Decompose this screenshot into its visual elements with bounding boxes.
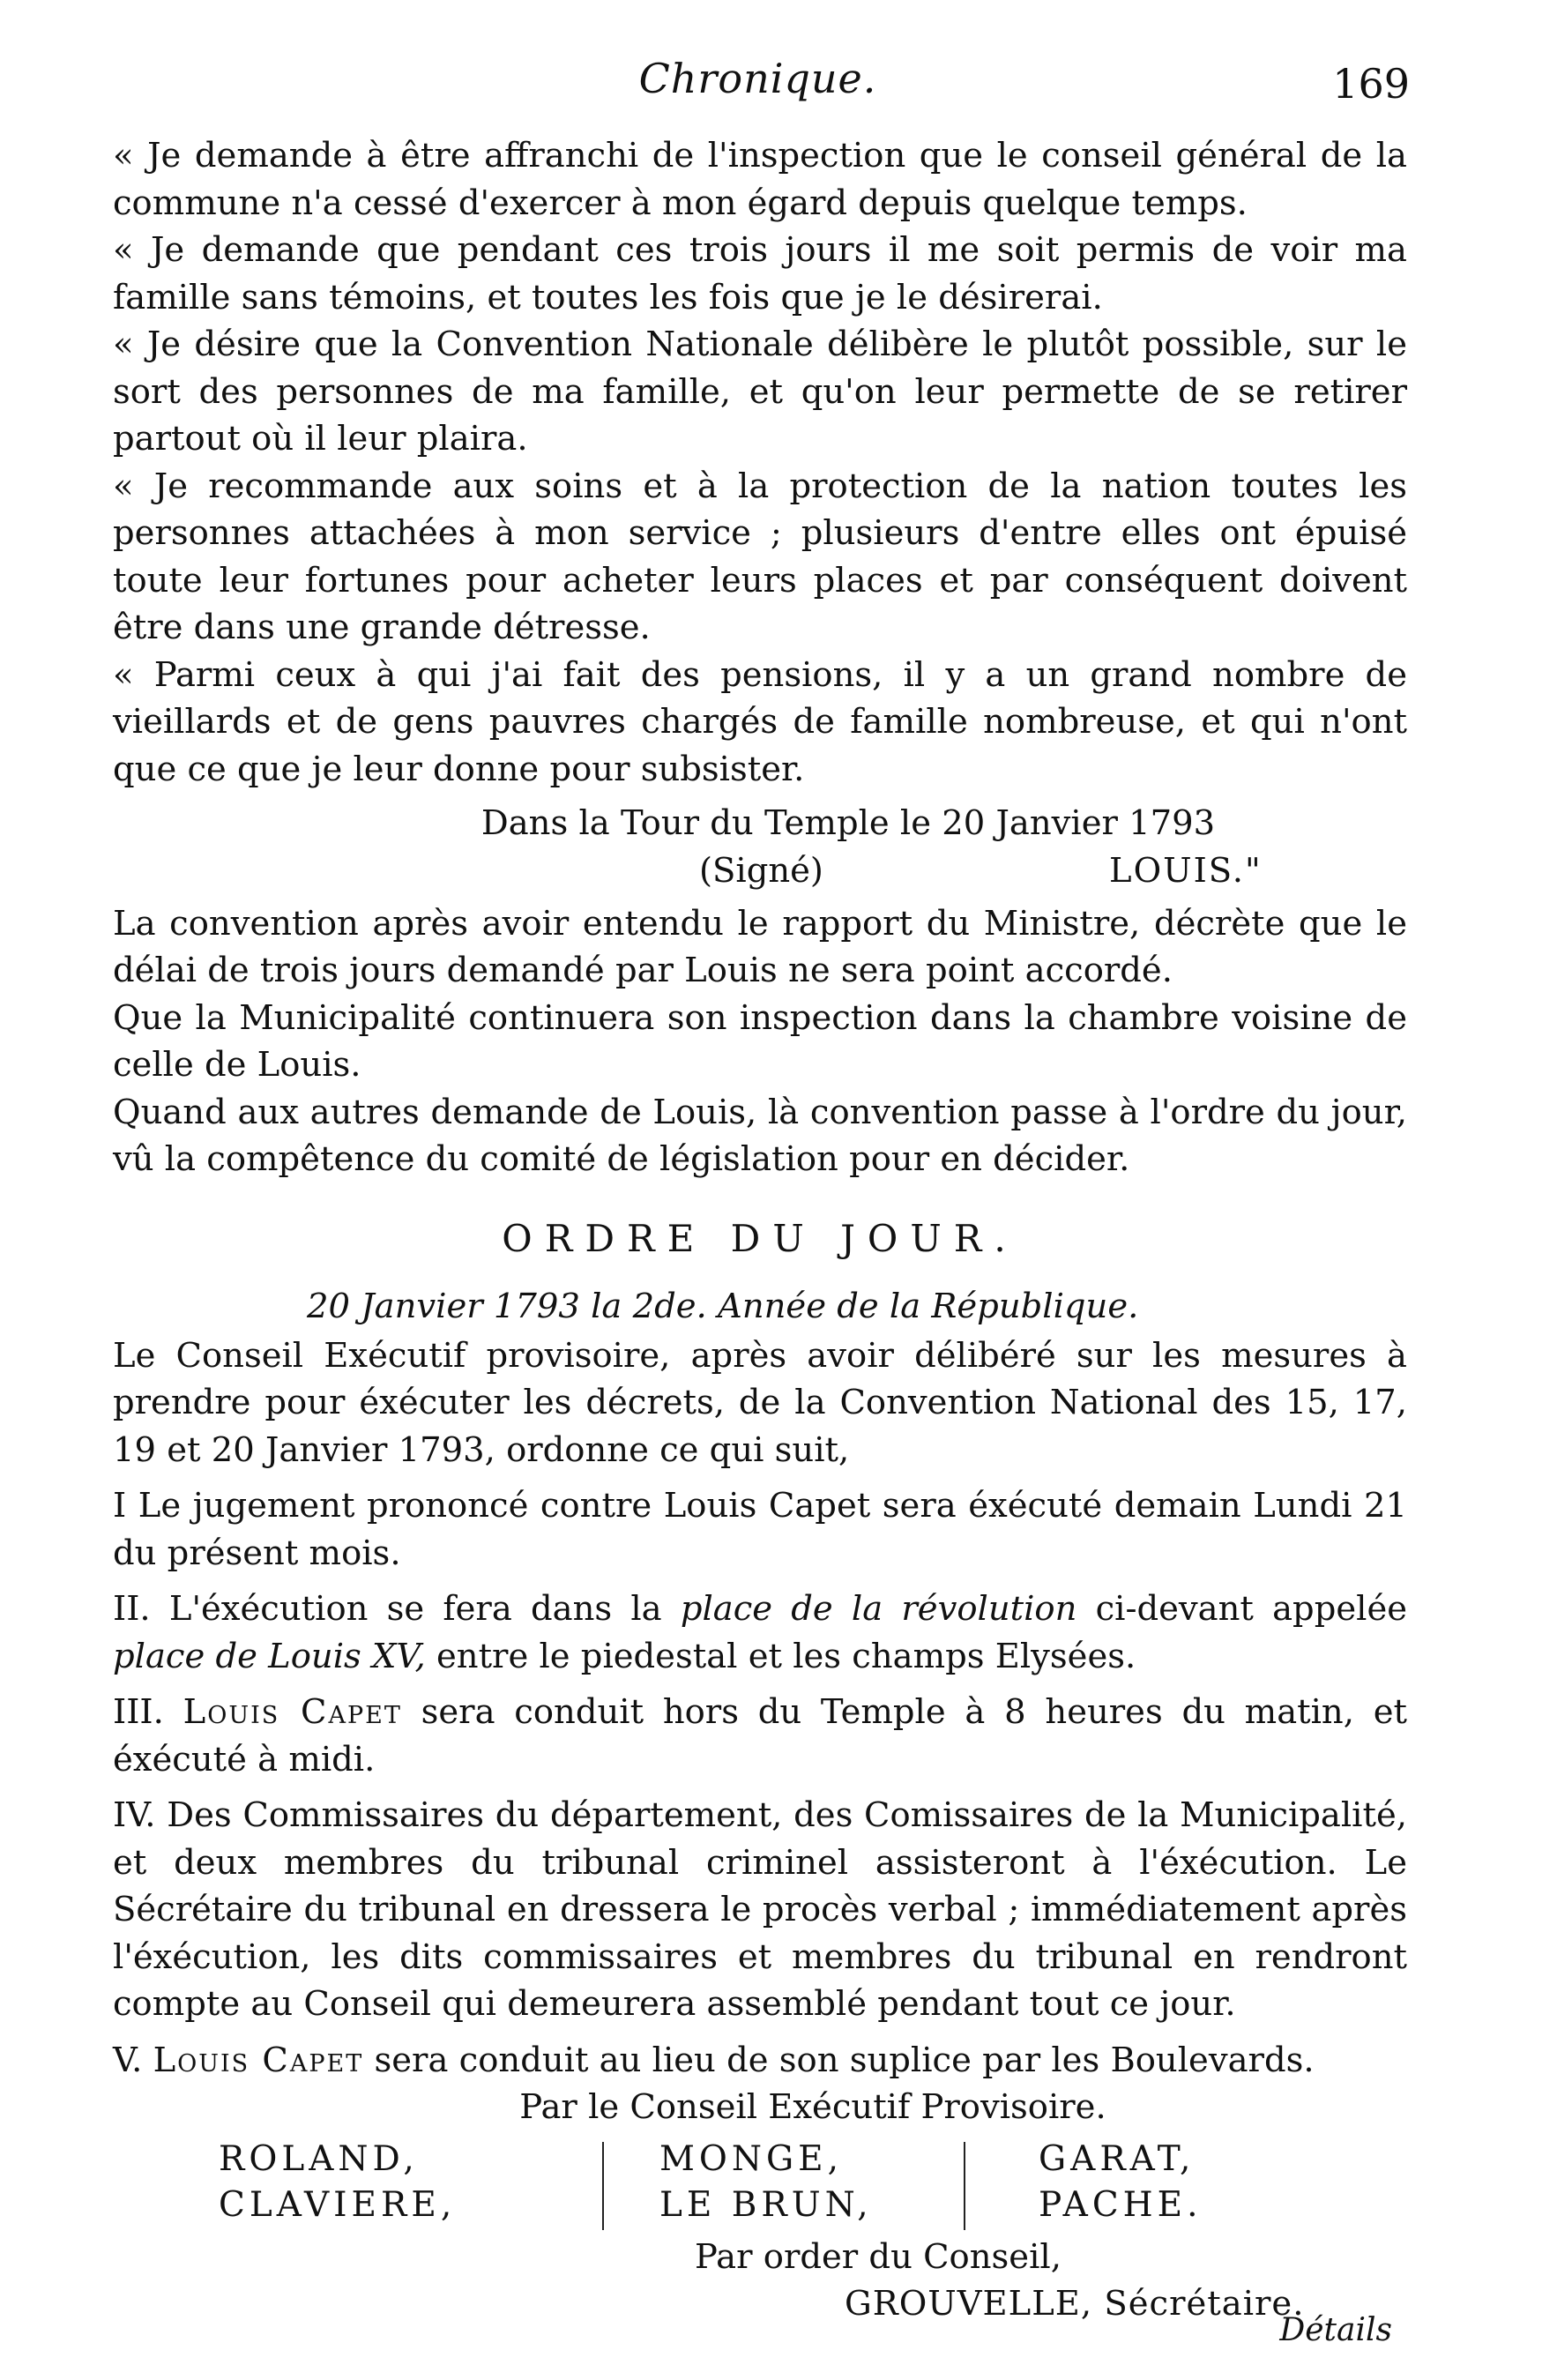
article-3-number: III.	[113, 1692, 164, 1732]
signature-row	[113, 847, 1407, 900]
paragraph-inspection: « Je demande à être affranchi de l'inspection que le conseil général de la commune n'a cessé d'exercer à mon égard depuis quelque temps.	[113, 136, 1407, 223]
signature-signe: (Signé)	[699, 850, 823, 891]
order-intro: Le Conseil Exécutif provisoire, après avoir délibéré sur les mesures à prendre pour éxécuter les décrets, de la Convention National des 15, 17, 19 et 20 Janvier 1793, ordonne ce qui suit,	[113, 1335, 1407, 1470]
signature-name: LOUIS."	[1109, 850, 1263, 891]
running-head	[106, 55, 1410, 116]
running-head-title: Chronique.	[638, 55, 877, 102]
page-number: 169	[1332, 60, 1410, 108]
signatory-column-3	[1039, 2137, 1203, 2228]
column-divider	[602, 2142, 604, 2230]
article-2-number: II.	[113, 1589, 151, 1629]
article-5-text: sera conduit au lieu de son suplice par les Boulevards.	[374, 2040, 1315, 2080]
article-1-text: Le jugement prononcé contre Louis Capet sera éxécuté demain Lundi 21 du présent mois.	[113, 1486, 1407, 1573]
decree-order-of-day: Quand aux autres demande de Louis, là convention passe à l'ordre du jour, vû la compêtence du comité de législation pour en décider.	[113, 1092, 1407, 1179]
article-5-name: Louis Capet	[153, 2040, 364, 2080]
signatory-column-1	[219, 2137, 456, 2228]
article-4	[113, 1792, 1407, 2028]
article-2-place-former: place de Louis XV,	[113, 1636, 426, 1676]
par-order-line: Par order du Conseil,	[695, 2236, 1062, 2277]
signatory-garat: GARAT,	[1039, 2138, 1196, 2179]
signatory-lebrun: LE BRUN,	[659, 2184, 873, 2225]
secretary-line: GROUVELLE, Sécrétaire.	[845, 2284, 1305, 2324]
article-5	[113, 2037, 1407, 2085]
by-council-line: Par le Conseil Exécutif Provisoire.	[519, 2087, 1106, 2127]
order-heading: ORDRE DU JOUR.	[502, 1216, 1018, 1260]
decree-delay: La convention après avoir entendu le rapport du Ministre, décrète que le délai de trois jours demandé par Louis ne sera point accordé.	[113, 903, 1407, 990]
body-text	[113, 132, 1407, 2328]
paragraph-pensions: « Parmi ceux à qui j'ai fait des pensions, il y a un grand nombre de vieillards et de gens pauvres chargés de famille nombreuse, et qui n'ont que ce que je leur donne pour subsister.	[113, 654, 1407, 789]
signatory-pache: PACHE.	[1039, 2184, 1203, 2225]
article-5-number: V.	[113, 2040, 143, 2080]
catchword: Détails	[1279, 2312, 1392, 2348]
paragraph-servants: « Je recommande aux soins et à la protection de la nation toutes les personnes attachées à mon service ; plusieurs d'entre elles ont épuisé toute leur fortunes pour acheter leurs places et par conséquent doivent être dans une grande détresse.	[113, 466, 1407, 647]
signature-date-line: Dans la Tour du Temple le 20 Janvier 1793	[480, 803, 1216, 843]
signatory-monge: MONGE,	[659, 2138, 844, 2179]
article-4-number: IV.	[113, 1795, 156, 1835]
signatory-claviere: CLAVIERE,	[219, 2184, 457, 2225]
signatories-block	[113, 2137, 1407, 2234]
signatory-column-2	[659, 2137, 873, 2228]
order-date-line: 20 Janvier 1793 la 2de. Année de la République.	[307, 1287, 1139, 1326]
paragraph-family-fate: « Je désire que la Convention Nationale délibère le plutôt possible, sur le sort des personnes de ma famille, et qu'on leur permette de se retirer partout où il leur plaira.	[113, 325, 1407, 459]
article-2	[113, 1585, 1407, 1680]
article-1-number: I	[113, 1486, 127, 1526]
article-2-place: place de la révolution	[680, 1589, 1077, 1629]
article-3	[113, 1689, 1407, 1783]
article-2-text-post: entre le piedestal et les champs Elysées.	[436, 1636, 1136, 1676]
article-3-text: sera conduit hors du Temple à 8 heures du matin, et éxécuté à midi.	[113, 1692, 1407, 1779]
article-2-text-pre: L'éxécution se fera dans la	[168, 1589, 662, 1629]
article-2-text-mid: ci-devant appelée	[1095, 1589, 1408, 1629]
column-divider	[964, 2142, 965, 2230]
article-4-text: Des Commissaires du département, des Comissaires de la Municipalité, et deux membres du tribunal criminel assisteront à l'éxécution. Le Sécrétaire du tribunal en dressera le procès verbal ; immédiatement après l'éxécution, les dits commissaires et membres du tribunal en rendront compte au Conseil qui demeurera assemblé pendant tout ce jour.	[113, 1795, 1407, 2024]
decree-municipality: Que la Municipalité continuera son inspection dans la chambre voisine de celle de Louis.	[113, 997, 1407, 1085]
article-3-name: Louis Capet	[183, 1692, 402, 1732]
signatory-roland: ROLAND,	[219, 2138, 419, 2179]
article-1	[113, 1482, 1407, 1577]
paragraph-family-visits: « Je demande que pendant ces trois jours il me soit permis de voir ma famille sans témoins, et toutes les fois que je le désirerai.	[113, 230, 1407, 317]
